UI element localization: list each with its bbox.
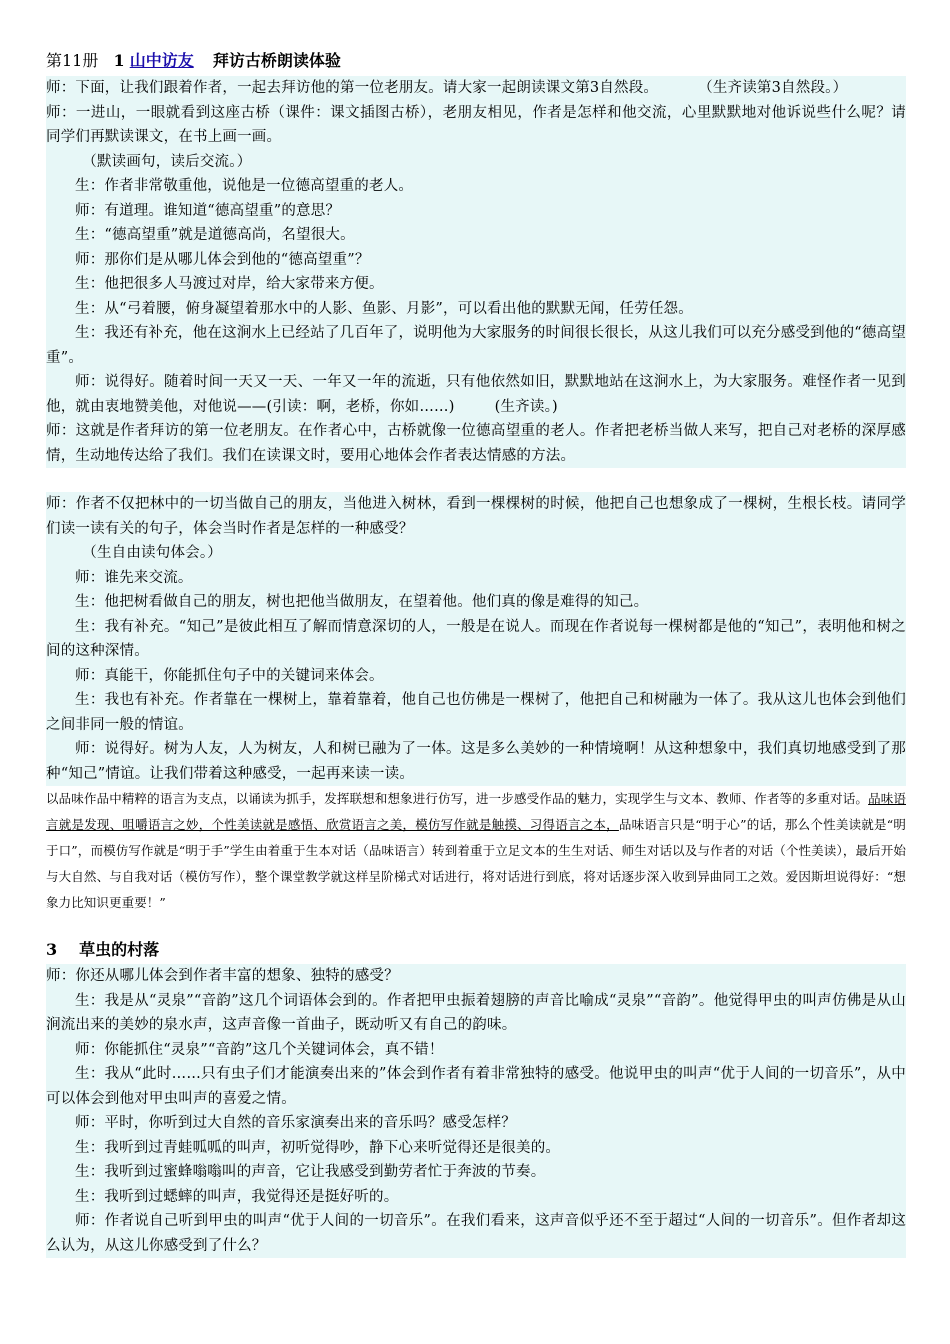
- paragraph: 师：有道理。谁知道“德高望重”的意思？: [46, 199, 906, 224]
- lesson-number: 1: [113, 51, 125, 70]
- paragraph: 生：作者非常敬重他，说他是一位德高望重的老人。: [46, 174, 906, 199]
- paragraph: 生：我还有补充，他在这涧水上已经站了几百年了，说明他为大家服务的时间很长很长，从这儿我们可以充分感受到他的“德高望重”。: [46, 321, 906, 370]
- volume-label: 第11册: [46, 51, 99, 70]
- blank-line: [46, 916, 906, 936]
- paragraph: [46, 370, 906, 419]
- section-heading: [46, 936, 906, 964]
- paragraph: （默读画句，读后交流。）: [46, 150, 906, 175]
- paragraph: 师：真能干，你能抓住句子中的关键词来体会。: [46, 664, 906, 689]
- document-body: [46, 48, 906, 1258]
- paragraph: 生：我听到过蜜蜂嗡嗡叫的声音，它让我感受到勤劳者忙于奔波的节奏。: [46, 1160, 906, 1185]
- note-text: 品味语言只是“明于心”的话，那么个性美读就是“明于口”，而模仿写作就是“明于手”学生由着重于生本对话（品味语言）转到着重于立足文本的生生对话、师生对话以及与作者的对话（个性美读），最后开始与大自然、与自我对话（模仿写作），整个课堂教学就这样呈阶梯式对话进行，将对话进行到底，将对话逐步深入收到异曲同工之效。爱因斯坦说得好：“想象力比知识更重要！”: [46, 817, 906, 910]
- paragraph: 生：我听到过蟋蟀的叫声，我觉得还是挺好听的。: [46, 1185, 906, 1210]
- commentary-note: [46, 786, 906, 916]
- paragraph: 师：那你们是从哪儿体会到他的“德高望重”？: [46, 248, 906, 273]
- paragraph: （生自由读句体会。）: [46, 541, 906, 566]
- paragraph: 生：我也有补充。作者靠在一棵树上，靠着靠着，他自己也仿佛是一棵树了，他把自己和树融为一体了。我从这儿也体会到他们之间非同一般的情谊。: [46, 688, 906, 737]
- paragraph: 师：平时，你听到过大自然的音乐家演奏出来的音乐吗？感受怎样？: [46, 1111, 906, 1136]
- paragraph: 生：我是从“灵泉”“音韵”这几个词语体会到的。作者把甲虫振着翅膀的声音比喻成“灵泉”“音韵”。他觉得甲虫的叫声仿佛是从山涧流出来的美妙的泉水声，这声音像一首曲子，既动听又有自己的韵味。: [46, 989, 906, 1038]
- note-text: 以品味作品中精粹的语言为支点，以诵读为抓手，发挥联想和想象进行仿写，进一步感受作品的魅力，实现学生与文本、教师、作者等的多重对话。: [46, 791, 869, 806]
- paragraph: 师：你还从哪儿体会到作者丰富的想象、独特的感受？: [46, 964, 906, 989]
- lesson-title-link[interactable]: 山中访友: [129, 51, 194, 70]
- paragraph: 生：从“弓着腰，俯身凝望着那水中的人影、鱼影、月影”，可以看出他的默默无闻，任劳任怨。: [46, 297, 906, 322]
- paragraph-text: 师：下面，让我们跟着作者，一起去拜访他的第一位老朋友。请大家一起朗读课文第3自然段。: [46, 80, 659, 96]
- paragraph: 师：一进山，一眼就看到这座古桥（课件：课文插图古桥），老朋友相见，作者是怎样和他交流，心里默默地对他诉说些什么呢？请同学们再默读课文，在书上画一画。: [46, 101, 906, 150]
- paragraph-text: （生齐读第3自然段。）: [698, 80, 848, 96]
- section-title: 草虫的村落: [79, 940, 160, 959]
- lesson-subtitle: 拜访古桥朗读体验: [212, 51, 341, 70]
- paragraph: 师：作者不仅把林中的一切当做自己的朋友，当他进入树林，看到一棵棵树的时候，他把自己也想象成了一棵树，生根长枝。请同学们读一读有关的句子，体会当时作者是怎样的一种感受？: [46, 492, 906, 541]
- paragraph: 生：我听到过青蛙呱呱的叫声，初听觉得吵，静下心来听觉得还是很美的。: [46, 1136, 906, 1161]
- paragraph: 师：说得好。树为人友，人为树友，人和树已融为了一体。这是多么美妙的一种情境啊！从这种想象中，我们真切地感受到了那种“知己”情谊。让我们带着这种感受，一起再来读一读。: [46, 737, 906, 786]
- paragraph: 生：我有补充。“知己”是彼此相互了解而情意深切的人，一般是在说人。而现在作者说每一棵树都是他的“知己”，表明他和树之间的这种深情。: [46, 615, 906, 664]
- paragraph: 生：“德高望重”就是道德高尚，名望很大。: [46, 223, 906, 248]
- paragraph: 生：我从“此时……只有虫子们才能演奏出来的”体会到作者有着非常独特的感受。他说甲虫的叫声“优于人间的一切音乐”，从中可以体会到他对甲虫叫声的喜爱之情。: [46, 1062, 906, 1111]
- paragraph: 生：他把很多人马渡过对岸，给大家带来方便。: [46, 272, 906, 297]
- note-underlined-text: 品味语言就是发现、咀嚼语言之妙，个性美读就是感悟、欣赏语言之美，模仿写作就是触摸、习得语言之本，: [46, 791, 906, 832]
- paragraph: 师：谁先来交流。: [46, 566, 906, 591]
- paragraph: 师：这就是作者拜访的第一位老朋友。在作者心中，古桥就像一位德高望重的老人。作者把老桥当做人来写，把自己对老桥的深厚感情，生动地传达给了我们。我们在读课文时，要用心地体会作者表达情感的方法。: [46, 419, 906, 468]
- section-number: 3: [46, 940, 58, 959]
- paragraph: 生：他把树看做自己的朋友，树也把他当做朋友，在望着他。他们真的像是难得的知己。: [46, 590, 906, 615]
- lesson-heading: [46, 48, 906, 74]
- blank-line: [46, 468, 906, 492]
- paragraph-text: (生齐读。): [494, 398, 558, 415]
- paragraph: 师：作者说自己听到甲虫的叫声“优于人间的一切音乐”。在我们看来，这声音似乎还不至于超过“人间的一切音乐”。但作者却这么认为，从这儿你感受到了什么？: [46, 1209, 906, 1258]
- paragraph-text: 师：说得好。随着时间一天又一天、一年又一年的流逝，只有他依然如旧，默默地站在这涧水上，为大家服务。难怪作者一见到他，就由衷地赞美他，对他说——(引读：啊，老桥，你如……): [46, 374, 906, 415]
- paragraph: 师：你能抓住“灵泉”“音韵”这几个关键词体会，真不错！: [46, 1038, 906, 1063]
- paragraph: [46, 76, 906, 101]
